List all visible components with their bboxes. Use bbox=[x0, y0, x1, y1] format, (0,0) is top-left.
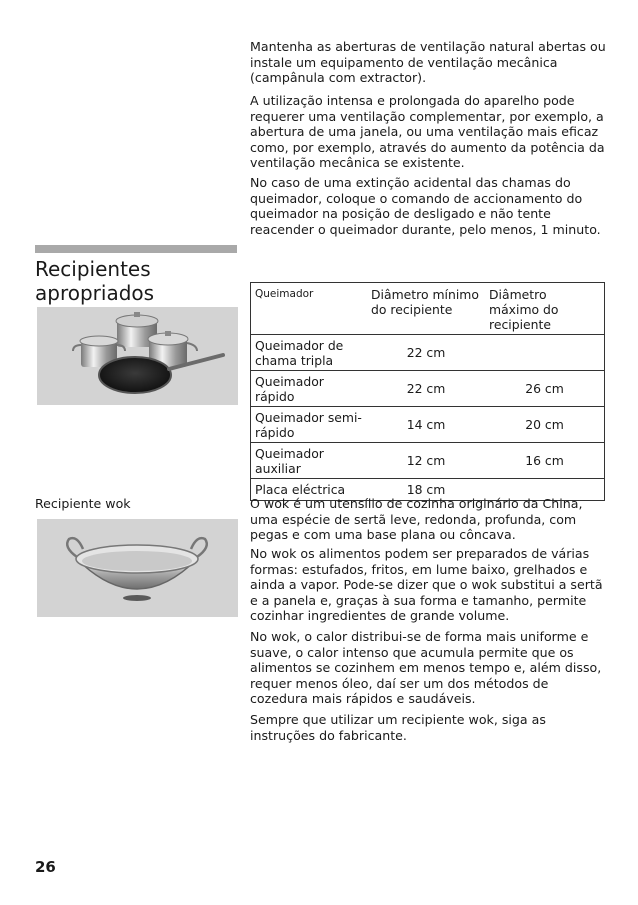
section-title bbox=[35, 257, 154, 305]
min-diameter: 22 cm bbox=[367, 335, 485, 371]
table-row bbox=[251, 443, 605, 479]
wok-label: Recipiente wok bbox=[35, 496, 131, 511]
wok-image bbox=[37, 519, 238, 617]
header-min-diameter: Diâmetro mínimo do recipiente bbox=[367, 283, 485, 335]
table-row bbox=[251, 407, 605, 443]
pots-and-pan-icon bbox=[37, 307, 238, 405]
intro-paragraph-3: No caso de uma extinção acidental das chamas do queimador, coloque o comando de accionamento do queimador na posição de desligado e não tente reacender o queimador durante, pelo menos, 1 minuto. bbox=[250, 175, 601, 237]
burner-name: Queimador rápido bbox=[251, 371, 368, 407]
section-title-line1: Recipientes bbox=[35, 257, 151, 281]
intro-paragraph-2: A utilização intensa e prolongada do aparelho pode requerer uma ventilação complementar, por exemplo, a abertura de uma janela, ou uma ventilação mais eficaz como, por exemplo, através do aumento da potência da ventilação mecânica se existente. bbox=[250, 93, 605, 171]
cookware-image bbox=[37, 307, 238, 405]
burner-name: Placa eléctrica bbox=[251, 479, 368, 501]
burner-name: Queimador semi-rápido bbox=[251, 407, 368, 443]
section-divider bbox=[35, 245, 237, 253]
intro-paragraph-1: Mantenha as aberturas de ventilação natural abertas ou instale um equipamento de ventilação mecânica (campânula com extractor). bbox=[250, 39, 606, 86]
burner-size-table bbox=[250, 282, 605, 501]
burner-name: Queimador auxiliar bbox=[251, 443, 368, 479]
min-diameter: 14 cm bbox=[367, 407, 485, 443]
header-burner: Queimador bbox=[251, 283, 368, 335]
max-diameter: 26 cm bbox=[485, 371, 605, 407]
min-diameter: 18 cm bbox=[367, 479, 485, 501]
max-diameter: 20 cm bbox=[485, 407, 605, 443]
min-diameter: 22 cm bbox=[367, 371, 485, 407]
wok-paragraph-3: No wok, o calor distribui-se de forma mais uniforme e suave, o calor intenso que acumula permite que os alimentos se cozinhem em menos tempo e, além disso, requer menos óleo, daí ser um dos métodos de cozedura mais rápidos e saudáveis. bbox=[250, 629, 602, 707]
wok-paragraph-1: O wok é um utensílio de cozinha originário da China, uma espécie de sertã leve, redonda, profunda, com pegas e com uma base plana ou côncava. bbox=[250, 496, 583, 543]
page-number: 26 bbox=[35, 858, 56, 876]
wok-icon bbox=[37, 519, 238, 617]
table-row bbox=[251, 371, 605, 407]
wok-paragraph-4: Sempre que utilizar um recipiente wok, siga as instruções do fabricante. bbox=[250, 712, 546, 743]
burner-name: Queimador de chama tripla bbox=[251, 335, 368, 371]
wok-paragraph-2: No wok os alimentos podem ser preparados de várias formas: estufados, fritos, em lume baixo, grelhados e ainda a vapor. Pode-se dizer que o wok substitui a sertã e a panela e, graças à sua forma e tamanho, permite cozinhar ingredientes de grande volume. bbox=[250, 546, 603, 624]
max-diameter: 16 cm bbox=[485, 443, 605, 479]
header-max-diameter: Diâmetro máximo do recipiente bbox=[485, 283, 605, 335]
table-header-row bbox=[251, 283, 605, 335]
table-row bbox=[251, 335, 605, 371]
section-title-line2: apropriados bbox=[35, 281, 155, 305]
min-diameter: 12 cm bbox=[367, 443, 485, 479]
max-diameter bbox=[485, 335, 605, 371]
